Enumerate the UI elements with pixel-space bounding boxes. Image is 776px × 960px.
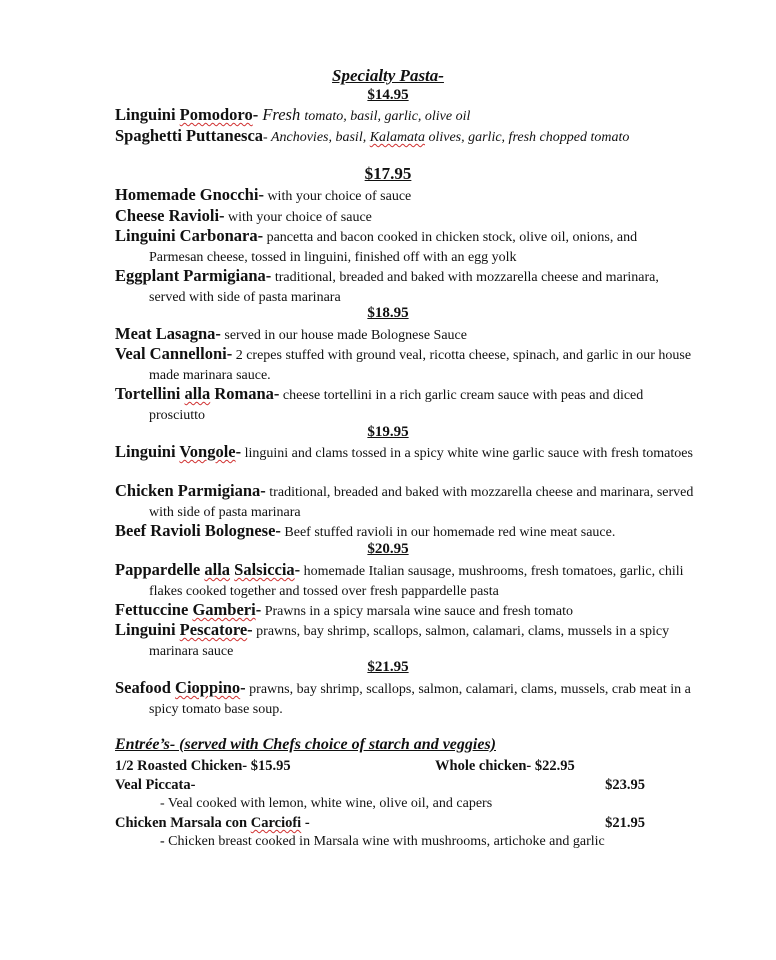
price-tier-2095: $20.95 (367, 541, 409, 557)
entree-half-chicken: 1/2 Roasted Chicken- $15.95 (115, 758, 291, 774)
price-tier-1495: $14.95 (367, 87, 409, 103)
menu-item-chicken-parmigiana: Chicken Parmigiana- traditional, breaded and baked with mozzarella cheese and marinara, served with side of pasta marinara (115, 481, 694, 520)
price-tier-1795: $17.95 (364, 164, 412, 183)
menu-item-pappardelle-alla-salsiccia: Pappardelle alla Salsiccia- homemade Italian sausage, mushrooms, fresh tomatoes, garlic, chili flakes cooked together and tossed over fresh pappardelle pasta (115, 560, 684, 599)
price-tier-2195: $21.95 (367, 659, 409, 675)
menu-item-seafood-cioppino: Seafood Cioppino- prawns, bay shrimp, scallops, salmon, calamari, clams, mussels, crab meat in a spicy tomato base soup. (115, 678, 691, 717)
menu-item-eggplant-parmigiana: Eggplant Parmigiana- traditional, breaded and baked with mozzarella cheese and marinara, served with side of pasta marinara (115, 266, 659, 305)
entree-veal-piccata-desc: - Veal cooked with lemon, white wine, olive oil, and capers (160, 796, 493, 811)
entree-chicken-marsala-desc: - Chicken breast cooked in Marsala wine with mushrooms, artichoke and garlic (160, 834, 605, 849)
menu-item-linguini-pomodoro: Linguini Pomodoro- Fresh tomato, basil, garlic, olive oil (115, 105, 471, 124)
entree-chicken-marsala-price: $21.95 (605, 815, 645, 831)
menu-item-veal-cannelloni: Veal Cannelloni- 2 crepes stuffed with ground veal, ricotta cheese, spinach, and garlic in our house made marinara sauce. (115, 344, 692, 383)
entree-row-chicken-marsala (115, 815, 645, 832)
menu-item-meat-lasagna: Meat Lasagna- served in our house made Bolognese Sauce (115, 324, 467, 343)
entree-veal-piccata-name: Veal Piccata- (115, 777, 196, 793)
menu-item-fettuccine-gamberi: Fettuccine Gamberi- Prawns in a spicy marsala wine sauce and fresh tomato (115, 600, 573, 619)
menu-item-cheese-ravioli: Cheese Ravioli- with your choice of sauce (115, 206, 372, 225)
entree-whole-chicken: Whole chicken- $22.95 (435, 758, 575, 774)
menu-item-linguini-pescatore: Linguini Pescatore- prawns, bay shrimp, scallops, salmon, calamari, clams, mussels in a spicy marinara sauce (115, 620, 670, 659)
specialty-pasta-heading: Specialty Pasta- (332, 66, 444, 85)
menu-item-linguini-vongole: Linguini Vongole- linguini and clams tossed in a spicy white wine garlic sauce with fresh tomatoes (115, 442, 693, 461)
entrees-heading: Entrée’s- (served with Chefs choice of starch and veggies) (115, 736, 496, 753)
price-tier-1895: $18.95 (367, 305, 409, 321)
menu-item-homemade-gnocchi: Homemade Gnocchi- with your choice of sauce (115, 185, 412, 204)
menu-item-linguini-carbonara: Linguini Carbonara- pancetta and bacon cooked in chicken stock, olive oil, onions, and Parmesan cheese, tossed in linguini, finished off with an egg yolk (115, 226, 638, 265)
menu-item-spaghetti-puttanesca: Spaghetti Puttanesca- Anchovies, basil, Kalamata olives, garlic, fresh chopped tomato (115, 126, 630, 145)
entree-row-veal-piccata (115, 777, 645, 794)
entree-veal-piccata-price: $23.95 (605, 777, 645, 793)
entree-row-roasted-chicken (115, 758, 645, 775)
entree-chicken-marsala-name: Chicken Marsala con Carciofi - (115, 815, 310, 831)
menu-item-beef-ravioli-bolognese: Beef Ravioli Bolognese- Beef stuffed ravioli in our homemade red wine meat sauce. (115, 521, 616, 540)
price-tier-1995: $19.95 (367, 424, 409, 440)
menu-item-tortellini-alla-romana: Tortellini alla Romana- cheese tortellini in a rich garlic cream sauce with peas and diced prosciutto (115, 384, 644, 423)
